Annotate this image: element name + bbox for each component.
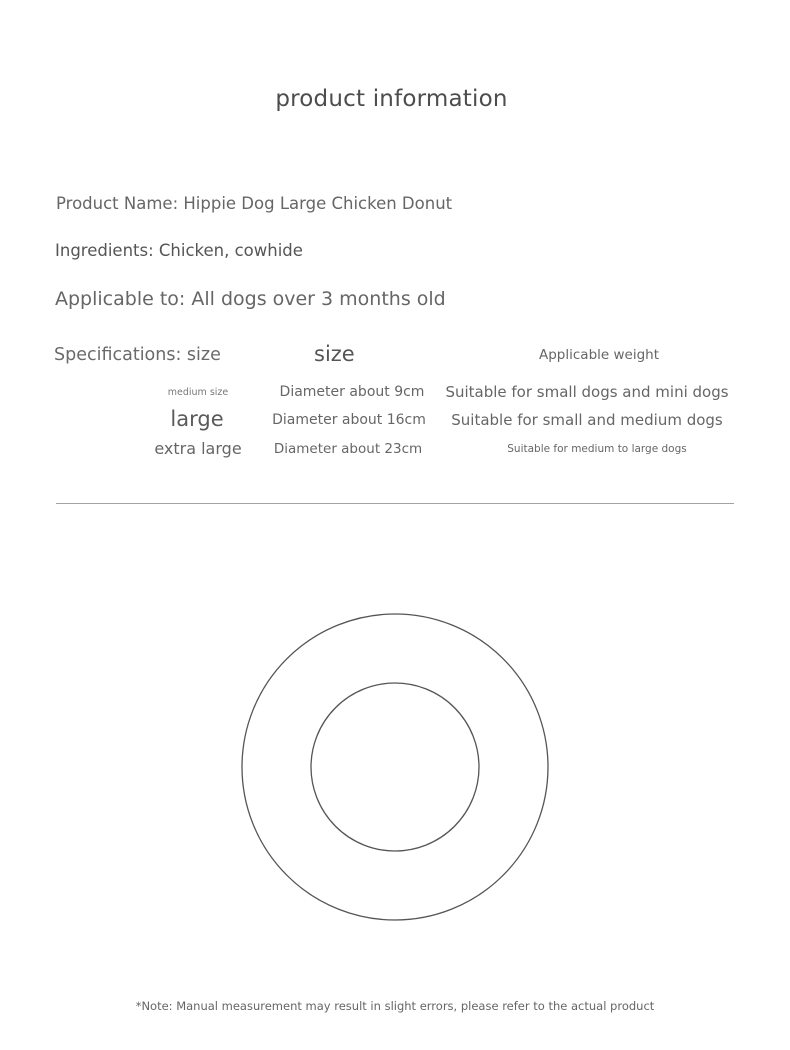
page-title: product information: [275, 86, 508, 112]
outer-ring-icon: [242, 614, 548, 920]
inner-ring-icon: [311, 683, 479, 851]
row-weight: Suitable for small and medium dogs: [451, 411, 723, 429]
row-name: extra large: [154, 439, 242, 458]
spec-label: Specifications: size: [54, 345, 221, 365]
row-size: Diameter about 9cm: [279, 384, 425, 400]
row-weight: Suitable for medium to large dogs: [507, 443, 687, 455]
row-weight: Suitable for small dogs and mini dogs: [445, 383, 729, 401]
column-header-size: size: [314, 342, 355, 366]
row-name: medium size: [167, 387, 229, 398]
measurement-note: *Note: Manual measurement may result in slight errors, please refer to the actual product: [135, 999, 655, 1013]
row-size: Diameter about 16cm: [272, 412, 426, 428]
applicable-to: Applicable to: All dogs over 3 months old: [55, 288, 446, 310]
row-name: large: [170, 407, 224, 431]
ingredients: Ingredients: Chicken, cowhide: [55, 241, 303, 260]
row-size: Diameter about 23cm: [273, 441, 423, 457]
product-name: Product Name: Hippie Dog Large Chicken Donut: [56, 194, 453, 213]
column-header-weight: Applicable weight: [539, 347, 660, 363]
